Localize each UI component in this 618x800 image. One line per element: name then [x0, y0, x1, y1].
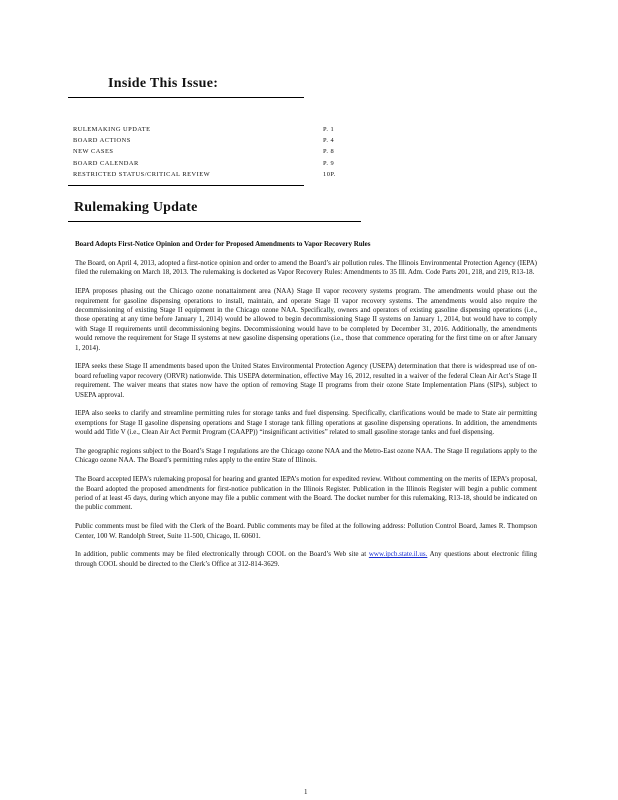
toc-item[interactable] [73, 158, 335, 169]
page-number: 1 [304, 788, 308, 796]
website-link[interactable]: www.ipcb.state.il.us. [368, 550, 428, 559]
table-of-contents [73, 124, 336, 180]
article-paragraph: The Board, on April 4, 2013, adopted a first-notice opinion and order to amend the Board’s air pollution rules. The Illinois Environmental Protection Agency (IEPA) filed the rulemaking on March 18, 2013. The rulemaking is docketed as Vapor Recovery Rules: Amendments to 35 Ill. Adm. Code Parts 201, 218, and 219, R13-18. [75, 259, 537, 277]
toc-item-page: P. 1 [323, 126, 335, 133]
toc-item-page: P. 4 [323, 137, 335, 145]
inside-this-issue-title: Inside This Issue: [108, 76, 219, 91]
divider-section [68, 221, 361, 222]
article-paragraph: IEPA proposes phasing out the Chicago ozone nonattainment area (NAA) Stage II vapor recovery systems program. The amendments would phase out the requirement for gasoline dispensing operations to install, maintain, and operate Stage II vapor recovery systems. The amendments would also require the decommissioning of existing Stage II equipment in the Chicago ozone NAA. Specifically, owners and operators of existing gasoline dispensing operations (i.e., those operating at any time before January 1, 2014) would be allowed to begin decommissioning Stage II systems on January 1, 2014, but would have to comply with Stage II requirements until decommissioning begins. Decommissioning would have to be completed by December 31, 2016. Additionally, the amendments would remove the requirement for Stage II systems at new gasoline dispensing operations (i.e., those that commence operating for the first time on or after January 1, 2014). [75, 287, 537, 352]
toc-item[interactable] [73, 124, 335, 135]
toc-item-label: BOARD CALENDAR [73, 159, 139, 167]
toc-item-label: RULEMAKING UPDATE [73, 126, 151, 133]
article-text: Any questions about electronic filing through COOL should be directed to the Clerk’s Office at 312-814-3629. [75, 550, 537, 568]
article-paragraph: The Board accepted IEPA’s rulemaking proposal for hearing and granted IEPA’s motion for expedited review. Without commenting on the merits of IEPA’s proposal, the Board adopted the proposed amendments for first-notice publication in the Illinois Register. Publication in the Illinois Register will begin a public comment period of at least 45 days, during which anyone may file a public comment with the Board. The docket number for this rulemaking, R13-18, should be indicated on the public comment. [75, 475, 537, 512]
toc-item-page: P. 9 [323, 159, 335, 167]
article-paragraph: The geographic regions subject to the Board’s Stage I regulations are the Chicago ozone NAA and the Metro-East ozone NAA. The Stage II regulations apply to the Chicago ozone NAA. The Board’s permitting rules apply to the entire State of Illinois. [75, 447, 537, 465]
article-text: In addition, public comments may be filed electronically through COOL on the Board’s Web site at [75, 550, 369, 559]
article-paragraph-last [75, 550, 537, 569]
divider-toc [68, 185, 304, 186]
article-paragraph: Public comments must be filed with the Clerk of the Board. Public comments may be filed at the following address: Pollution Control Board, James R. Thompson Center, 100 W. Randolph Street, Suite 11-500, Chicago, IL 60601. [75, 522, 537, 540]
article-heading: Board Adopts First-Notice Opinion and Order for Proposed Amendments to Vapor Recovery Rules [75, 240, 371, 248]
toc-item-page: 10P. [323, 170, 336, 178]
section-title: Rulemaking Update [74, 200, 198, 215]
toc-item[interactable] [73, 169, 336, 180]
toc-item-page: P. 8 [323, 148, 335, 156]
toc-item-label: BOARD ACTIONS [73, 137, 131, 145]
divider-top [68, 97, 304, 98]
toc-item[interactable] [73, 135, 335, 146]
toc-item-label: NEW CASES [73, 148, 114, 156]
toc-item[interactable] [73, 146, 335, 157]
toc-item-label: RESTRICTED STATUS/CRITICAL REVIEW [73, 170, 211, 178]
article-paragraph: IEPA also seeks to clarify and streamline permitting rules for storage tanks and fuel dispensing. Specifically, clarifications would be made to State air permitting exemptions for Stage II gasoline dispensing operations and Stage I storage tank filling operations at gasoline dispensing operations. In addition, the amendments would add Title V (i.e., Clean Air Act Permit Program (CAAPP)) “insignificant activities” related to small gasoline storage tanks and fuel dispensing. [75, 409, 537, 437]
article-paragraph: IEPA seeks these Stage II amendments based upon the United States Environmental Protection Agency (USEPA) determination that there is widespread use of on-board refueling vapor recovery (ORVR) nationwide. This USEPA determination, effective May 16, 2012, resulted in a waiver of the federal Clean Air Act’s Stage II requirement. The waiver means that states now have the option of removing Stage II programs from their ozone State Implementation Plans (SIPs), subject to USEPA approval. [75, 362, 537, 399]
article-body [75, 240, 537, 579]
